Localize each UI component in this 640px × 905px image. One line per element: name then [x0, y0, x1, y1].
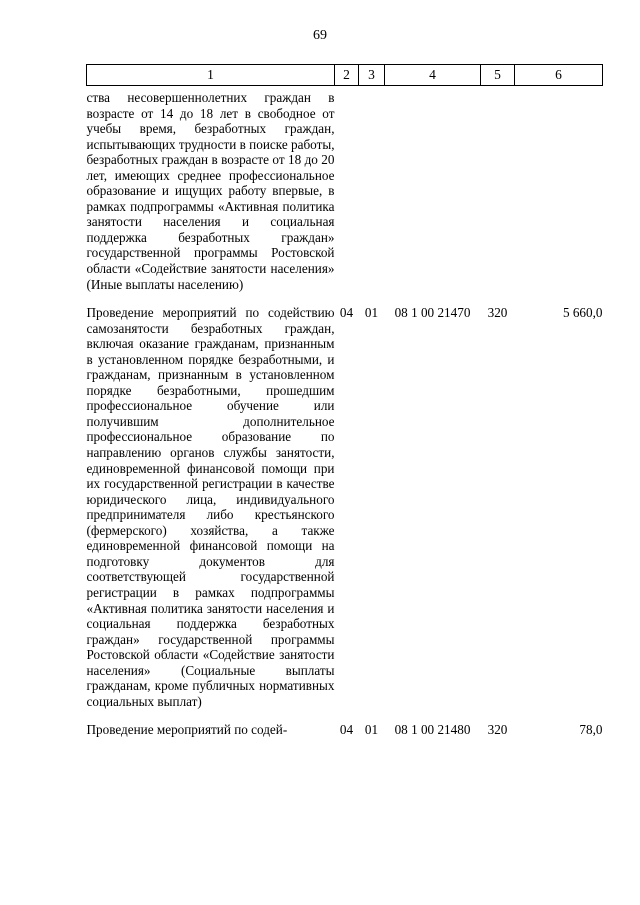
row-section: 04: [339, 722, 354, 738]
header-col-4: 4: [385, 65, 481, 86]
row-section: [335, 86, 359, 293]
row-amount: [515, 86, 603, 293]
header-col-6: 6: [515, 65, 603, 86]
page-number: 69: [313, 28, 327, 43]
table-row: [87, 305, 603, 709]
row-description: Проведение мероприятий по содействию самозанятости безработных граждан, включая оказание гражданам, признанным в установленном порядке безработными, и гражданам, признанным в установленном порядке безработными, прошедшим профессиональное обучение или получившим дополнительное профессиональное образование по направлению органов службы занятости, единовременной финансовой помощи при их государственной регистрации в качестве юридического лица, индивидуального предпринимателя либо крестьянского (фермерского) хозяйства, а также единовременной финансовой помощи на подготовку документов для соответствующей государственной регистрации в рамках подпрограммы «Активная политика занятости населения и социальная поддержка безработных граждан» государственной программы Ростовской области «Содействие занятости населения» (Социальные выплаты гражданам, кроме публичных нормативных социальных выплат): [86, 305, 335, 709]
table-header-row: [87, 65, 603, 86]
row-section: 04: [339, 305, 354, 321]
table-row: [87, 722, 603, 738]
row-target-code: 08 1 00 21480: [394, 722, 471, 738]
row-expense-type: 320: [487, 305, 508, 321]
row-expense-type: 320: [487, 722, 508, 738]
row-description: Проведение мероприятий по содей-: [86, 722, 288, 738]
row-subsection: 01: [364, 722, 379, 738]
header-col-1: 1: [87, 65, 335, 86]
budget-table: [86, 64, 603, 738]
row-amount: 78,0: [579, 722, 603, 738]
row-target-code: [385, 86, 481, 293]
row-amount: 5 660,0: [562, 305, 603, 321]
table-row: [87, 86, 603, 293]
header-col-3: 3: [359, 65, 385, 86]
header-col-5: 5: [481, 65, 515, 86]
row-subsection: [359, 86, 385, 293]
row-target-code: 08 1 00 21470: [394, 305, 471, 321]
row-subsection: 01: [364, 305, 379, 321]
header-col-2: 2: [335, 65, 359, 86]
row-description: ства несовершеннолетних граждан в возрасте от 14 до 18 лет в свободное от учебы время, безработных граждан, испытывающих трудности в поиске работы, безработных граждан в возрасте от 18 до 20 лет, имеющих среднее профессиональное образование и ищущих работу впервые, в рамках подпрограммы «Активная политика занятости населения и социальная поддержка безработных граждан» государственной программы Ростовской области «Содействие занятости населения» (Иные выплаты населению): [86, 90, 335, 292]
row-expense-type: [481, 86, 515, 293]
